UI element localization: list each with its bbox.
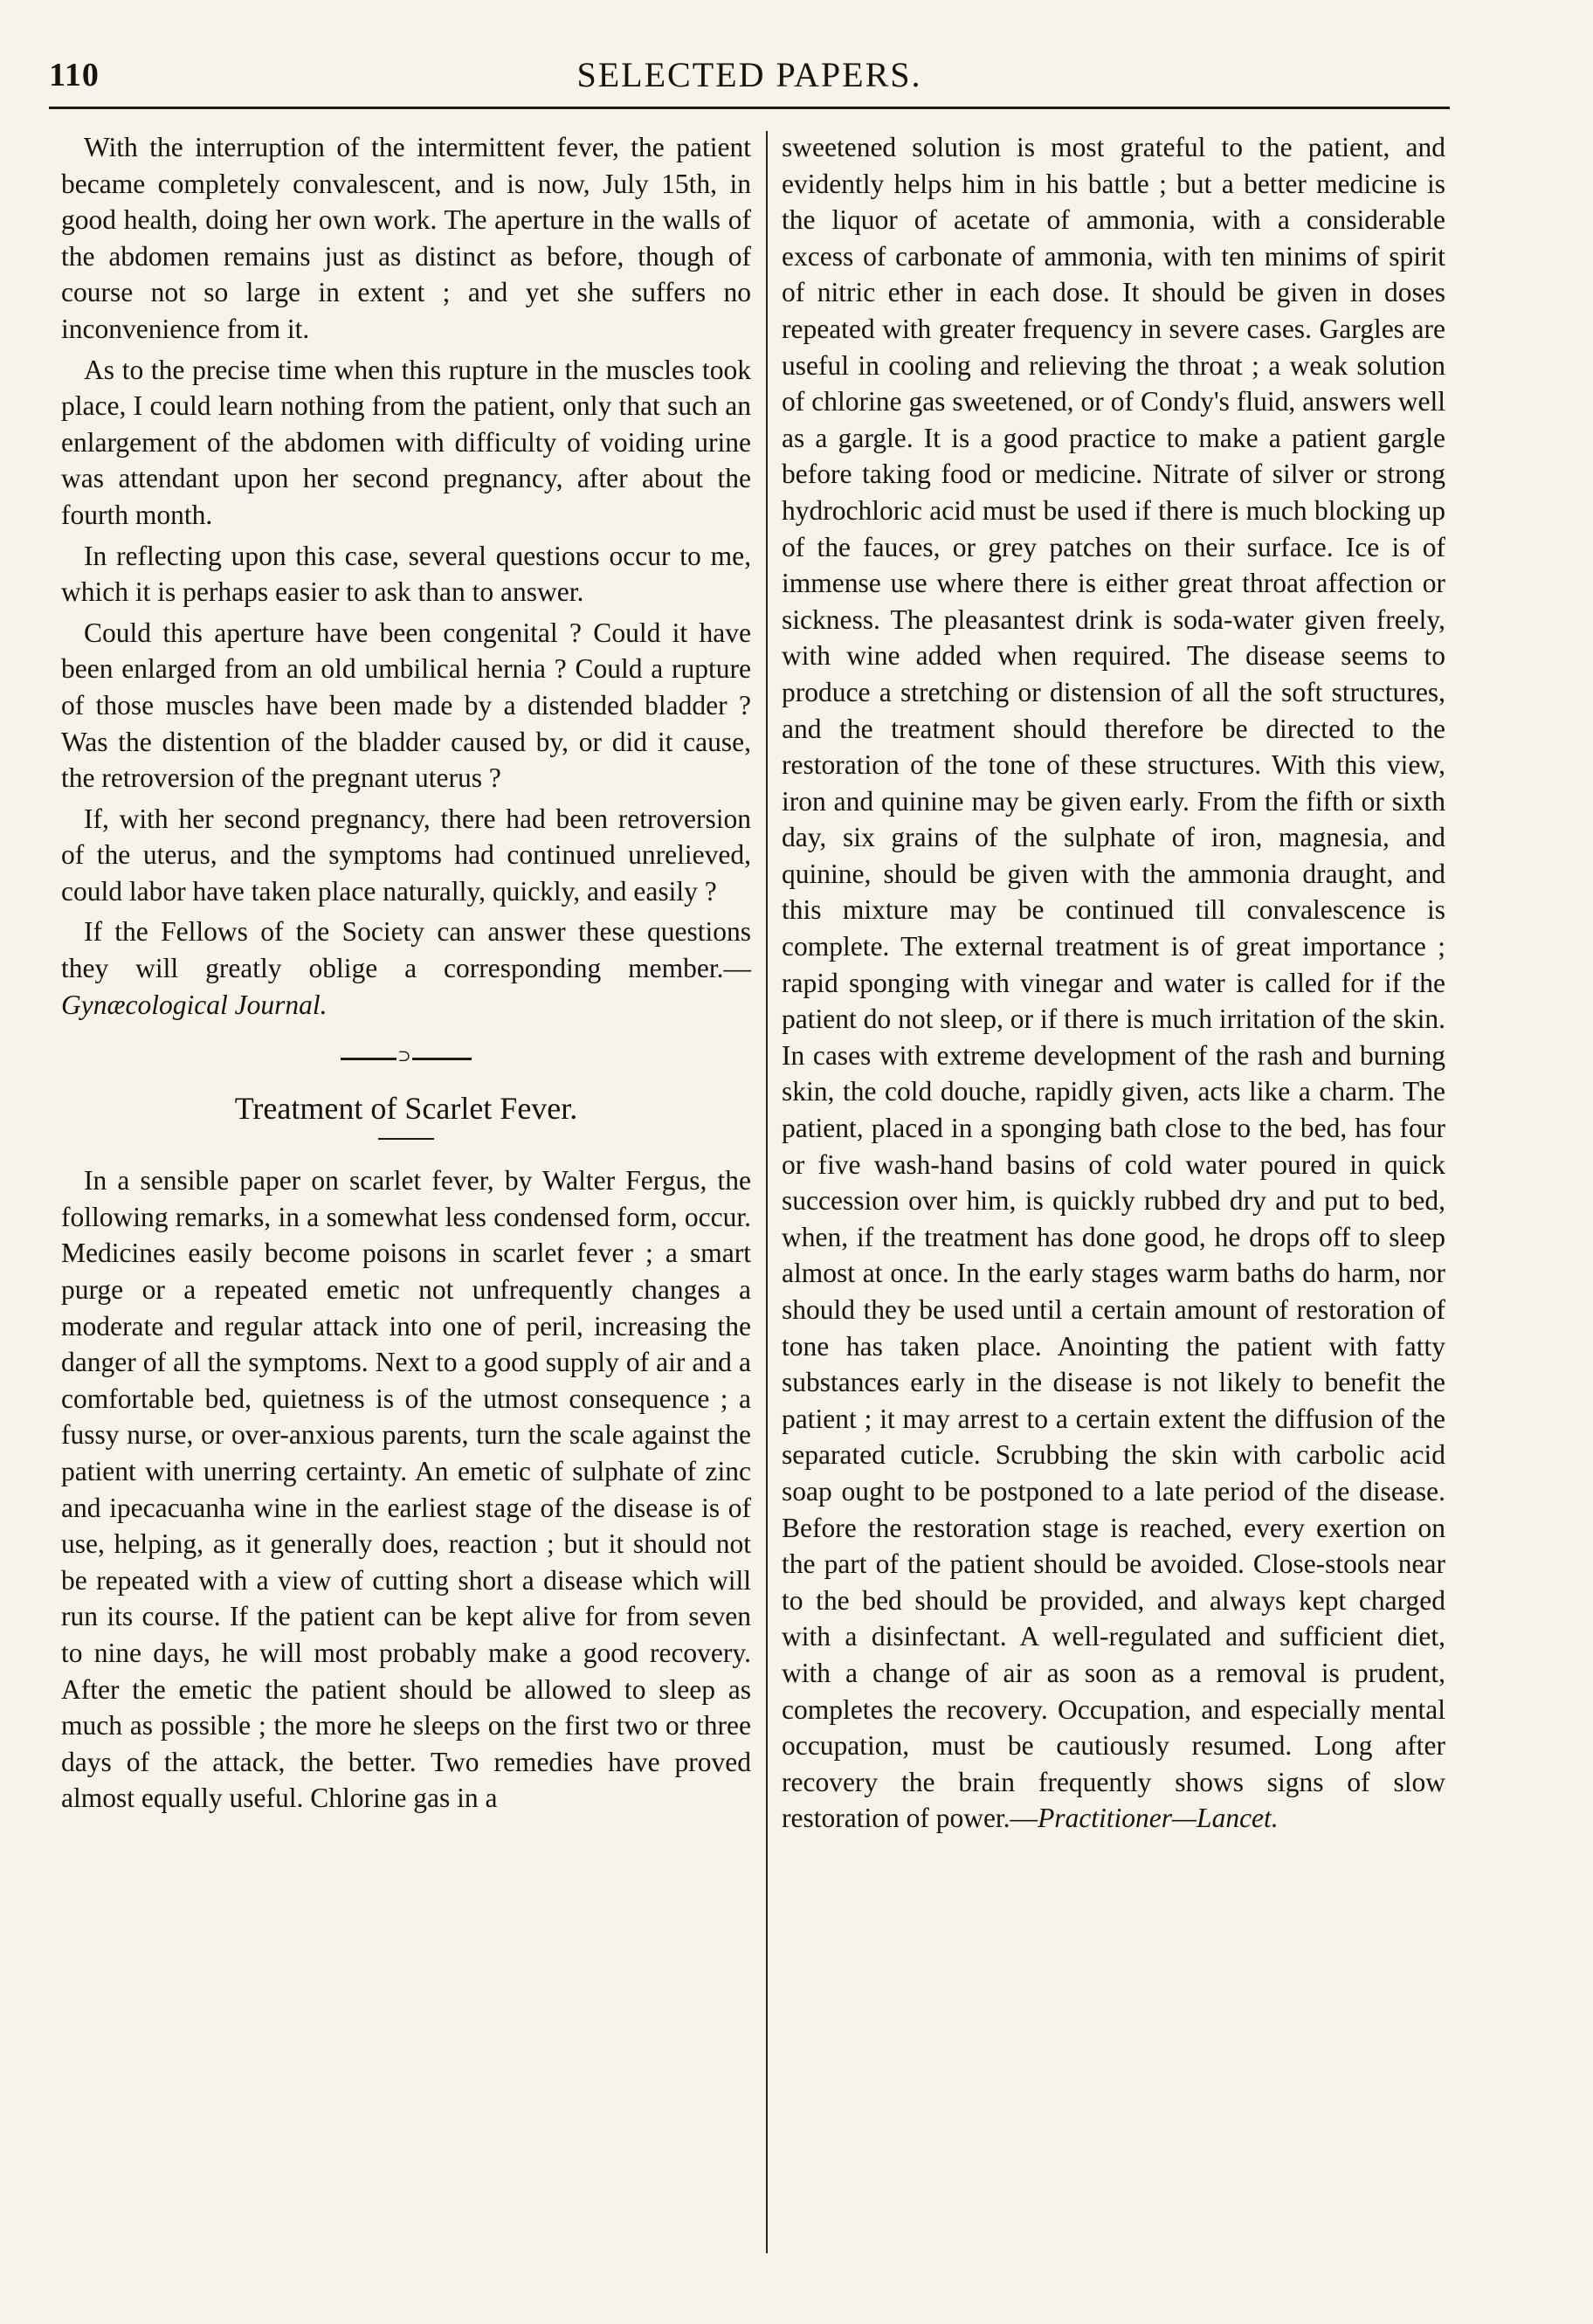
header-rule	[49, 107, 1450, 109]
source-citation: Gynæcological Journal.	[61, 989, 328, 1020]
page-header	[49, 51, 1450, 96]
article-text: sweetened solution is most grateful to the patient, and evidently helps him in his battle ; but a better medicine is the liquor of acetate of ammonia, with a considerable excess of carbonate of ammonia, with ten minims of spirit of nitric ether in each dose. It should be given in doses repeated with greater frequency in severe cases. Gargles are useful in cooling and relieving the throat ; a weak solution of chlorine gas sweetened, or of Condy's fluid, answers well as a gargle. It is a good practice to make a patient gargle before taking food or medicine. Nitrate of silver or strong hydrochloric acid must be used if there is much blocking up of the fauces, or grey patches on their surface. Ice is of immense use where there is either great throat affection or sickness. The pleasantest drink is soda-water given freely, with wine added when required. The disease seems to produce a stretching or distension of all the soft structures, and the treatment should therefore be directed to the restoration of the tone of these structures. With this view, iron and quinine may be given early. From the fifth or sixth day, six grains of the sulphate of iron, magnesia, and quinine, should be given with the ammonia draught, and this mixture may be continued till convalescence is complete. The external treatment is of great importance ; rapid sponging with vinegar and water is called for if the patient do not sleep, or if there is much irritation of the skin. In cases with extreme development of the rash and burning skin, the cold douche, rapidly given, acts like a charm. The patient, placed in a sponging bath close to the bed, has four or five wash-hand basins of cold water poured in quick succession over him, is quickly rubbed dry and put to bed, when, if the treatment has done good, he drops off to sleep almost at once. In the early stages warm baths do harm, nor should they be used until a certain amount of restoration of tone has taken place. Anointing the patient with fatty substances early in the disease is not likely to benefit the patient ; it may arrest to a certain extent the diffusion of the separated cuticle. Scrubbing the skin with carbolic acid soap ought to be postponed to a late period of the disease. Before the restoration stage is reached, every exertion on the part of the patient should be avoided. Close-stools near to the bed should be provided, and always kept charged with a disinfectant. A well-regulated and sufficient diet, with a change of air as soon as a removal is prudent, completes the recovery. Occupation, and especially mental occupation, must be cautiously resumed. Long after recovery the brain frequently shows signs of slow restoration of power.—	[782, 132, 1445, 1834]
running-title: SELECTED PAPERS.	[576, 55, 922, 94]
left-column	[61, 129, 751, 1817]
section-separator	[341, 1047, 472, 1065]
paragraph: As to the precise time when this rupture in the muscles took place, I could learn nothing from the patient, only that such an enlargement of the abdomen with difficulty of voiding urine was attendant upon her second pregnancy, after about the fourth month.	[61, 354, 751, 530]
right-column	[782, 129, 1445, 1837]
section-title: Treatment of Scarlet Fever.	[234, 1091, 578, 1127]
separator-ornament: ⊃	[397, 1047, 411, 1065]
source-citation: Practitioner—Lancet.	[1038, 1803, 1279, 1834]
page-number: 110	[49, 57, 100, 93]
closing-text: If the Fellows of the Society can answer these questions they will greatly oblige a corresponding member.—	[61, 916, 751, 984]
paragraph: If, with her second pregnancy, there had been retroversion of the uterus, and the symptoms had continued unrelieved, could labor have taken place naturally, quickly, and easily ?	[61, 803, 751, 907]
paragraph: In reflecting upon this case, several questions occur to me, which it is perhaps easier to ask than to answer.	[61, 540, 751, 608]
article-continuation	[782, 129, 1445, 1837]
column-divider	[766, 131, 768, 2253]
closing-paragraph	[61, 914, 751, 1023]
paragraph: With the interruption of the intermittent fever, the patient became completely convalescent, and is now, July 15th, in good health, doing her own work. The aperture in the walls of the abdomen remains just as distinct as before, though of course not so large in extent ; and yet she suffers no inconvenience from it.	[61, 132, 751, 344]
article-paragraph: In a sensible paper on scarlet fever, by Walter Fergus, the following remarks, in a somewhat less condensed form, occur. Medicines easily become poisons in scarlet fever ; a smart purge or a repeated emetic not unfrequently changes a moderate and regular attack into one of peril, increasing the danger of all the symptoms. Next to a good supply of air and a comfortable bed, quietness is of the utmost consequence ; a fussy nurse, or over-anxious parents, turn the scale against the patient with unerring certainty. An emetic of sulphate of zinc and ipecacuanha wine in the earliest stage of the disease is of use, helping, as it generally does, reaction ; but it should not be repeated with a view of cutting short a disease which will run its course. If the patient can be kept alive for from seven to nine days, he will most probably make a good recovery. After the emetic the patient should be allowed to sleep as much as possible ; the more he sleeps on the first two or three days of the attack, the better. Two remedies have proved almost equally useful. Chlorine gas in a	[61, 1165, 751, 1814]
title-rule	[378, 1138, 434, 1140]
paragraph: Could this aperture have been congenital ? Could it have been enlarged from an old umbilical hernia ? Could a rupture of those muscles have been made by a distended bladder ? Was the distention of the bladder caused by, or did it cause, the retroversion of the pregnant uterus ?	[61, 617, 751, 794]
